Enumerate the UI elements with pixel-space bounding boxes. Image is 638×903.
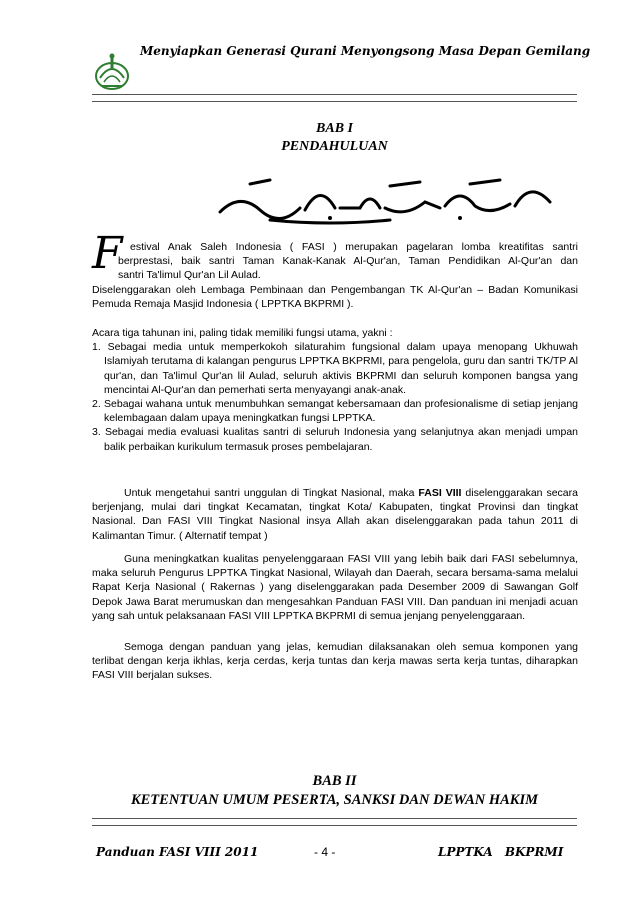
footer-organization: LPPTKA BKPRMI — [438, 845, 564, 859]
intro-line-1: estival Anak Saleh Indonesia ( FASI ) merupakan pagelaran lomba kreatifitas santri — [130, 241, 578, 253]
footer-divider — [92, 818, 577, 826]
fasi-text-before: Untuk mengetahui santri unggulan di Tingkat Nasional, maka — [124, 487, 419, 499]
intro-line-3: santri Ta'limul Qur'an Lil Aulad. — [118, 269, 261, 282]
list-item: 1. Sebagai media untuk memperkokoh silaturahim fungsional dalam upaya menopang Ukhuwah Islamiyah terutama di kalangan pengurus LPPTKA BKPRMI, para pengelola, guru dan santri TK/TP Al qur'an, dan Ta'limul Qur'an lil Aulad, seluruh aktivis BKPRMI dan seluruh komponen bangsa yang mencintai Al-Qur'an dan pemerhati serta menyayangi anak-anak. — [92, 341, 578, 396]
footer-document-title: Panduan FASI VIII 2011 — [96, 845, 259, 859]
organization-emblem-icon — [94, 52, 130, 92]
header-tagline: Menyiapkan Generasi Qurani Menyongsong Masa Depan Gemilang — [140, 44, 591, 58]
list-item: 3. Sebagai media evaluasi kualitas santri di seluruh Indonesia yang selanjutnya akan menjadi umpan balik perbaikan kurikulum termasuk proses pembelajaran. — [92, 426, 578, 453]
fasi-text-after: diselenggarakan secara berjenjang, mulai dari tingkat Kecamatan, tingkat Kota/ Kabupaten, tingkat Provinsi dan tingkat Nasional. Dan FASI VIII Tingkat Nasional insya Allah akan diselenggarakan pada tahun 2011 di Kalimantan Timur. ( Alternatif tempat ) — [92, 487, 578, 542]
fasi-bold: FASI VIII — [418, 487, 462, 499]
fasi-paragraph — [92, 486, 578, 543]
intro-paragraph — [92, 240, 578, 311]
closing-paragraph: Semoga dengan panduan yang jelas, kemudian dilaksanakan oleh semua komponen yang terlibat dengan kerja ikhlas, kerja cerdas, kerja tuntas dan kerja mawas serta kerja tuntas, diharapkan FASI VIII berjalan sukses. — [92, 641, 578, 682]
list-item: 2. Sebagai wahana untuk menumbuhkan semangat kebersamaan dan profesionalisme di setiap jenjang kelembagaan dalam upaya meningkatkan fungsi LPPTKA. — [92, 398, 578, 425]
chapter1-label: BAB I — [316, 121, 353, 136]
intro-line-2: berprestasi, baik santri Taman Kanak-Kanak Al-Qur'an, Taman Pendidikan Al-Qur'an dan — [118, 255, 578, 268]
functions-lead: Acara tiga tahunan ini, paling tidak memiliki fungsi utama, yakni : — [92, 327, 393, 339]
rakernas-paragraph: Guna meningkatkan kualitas penyelenggaraan FASI VIII yang lebih baik dari FASI sebelumnya, maka seluruh Pengurus LPPTKA Tingkat Nasional, Wilayah dan Daerah, secara bersama-sama melalui Rapat Kerja Nasional ( Rakernas ) yang diselenggarakan pada Desember 2009 di Sawangan Golf Depok Jawa Barat merumuskan dan mengesahkan Panduan FASI VIII. Dan panduan ini menjadi acuan yang sah untuk pelaksanaan FASI VIII LPPTKA BKPRMI di semua jenjang penyelenggaraan. — [92, 553, 578, 622]
chapter1-title: PENDAHULUAN — [281, 139, 388, 154]
intro-continuation: Diselenggarakan oleh Lembaga Pembinaan dan Pengembangan TK Al-Qur'an – Badan Komunikasi Pemuda Remaja Masjid Indonesia ( LPPTKA BKPRMI ). — [92, 283, 578, 310]
bismillah-calligraphy — [210, 172, 560, 228]
functions-section — [92, 326, 578, 454]
header-divider — [92, 94, 577, 102]
page-number: - 4 - — [314, 845, 336, 859]
chapter2-title: KETENTUAN UMUM PESERTA, SANKSI DAN DEWAN HAKIM — [130, 792, 539, 808]
chapter2-label: BAB II — [312, 773, 357, 789]
drop-cap: F — [92, 228, 123, 279]
